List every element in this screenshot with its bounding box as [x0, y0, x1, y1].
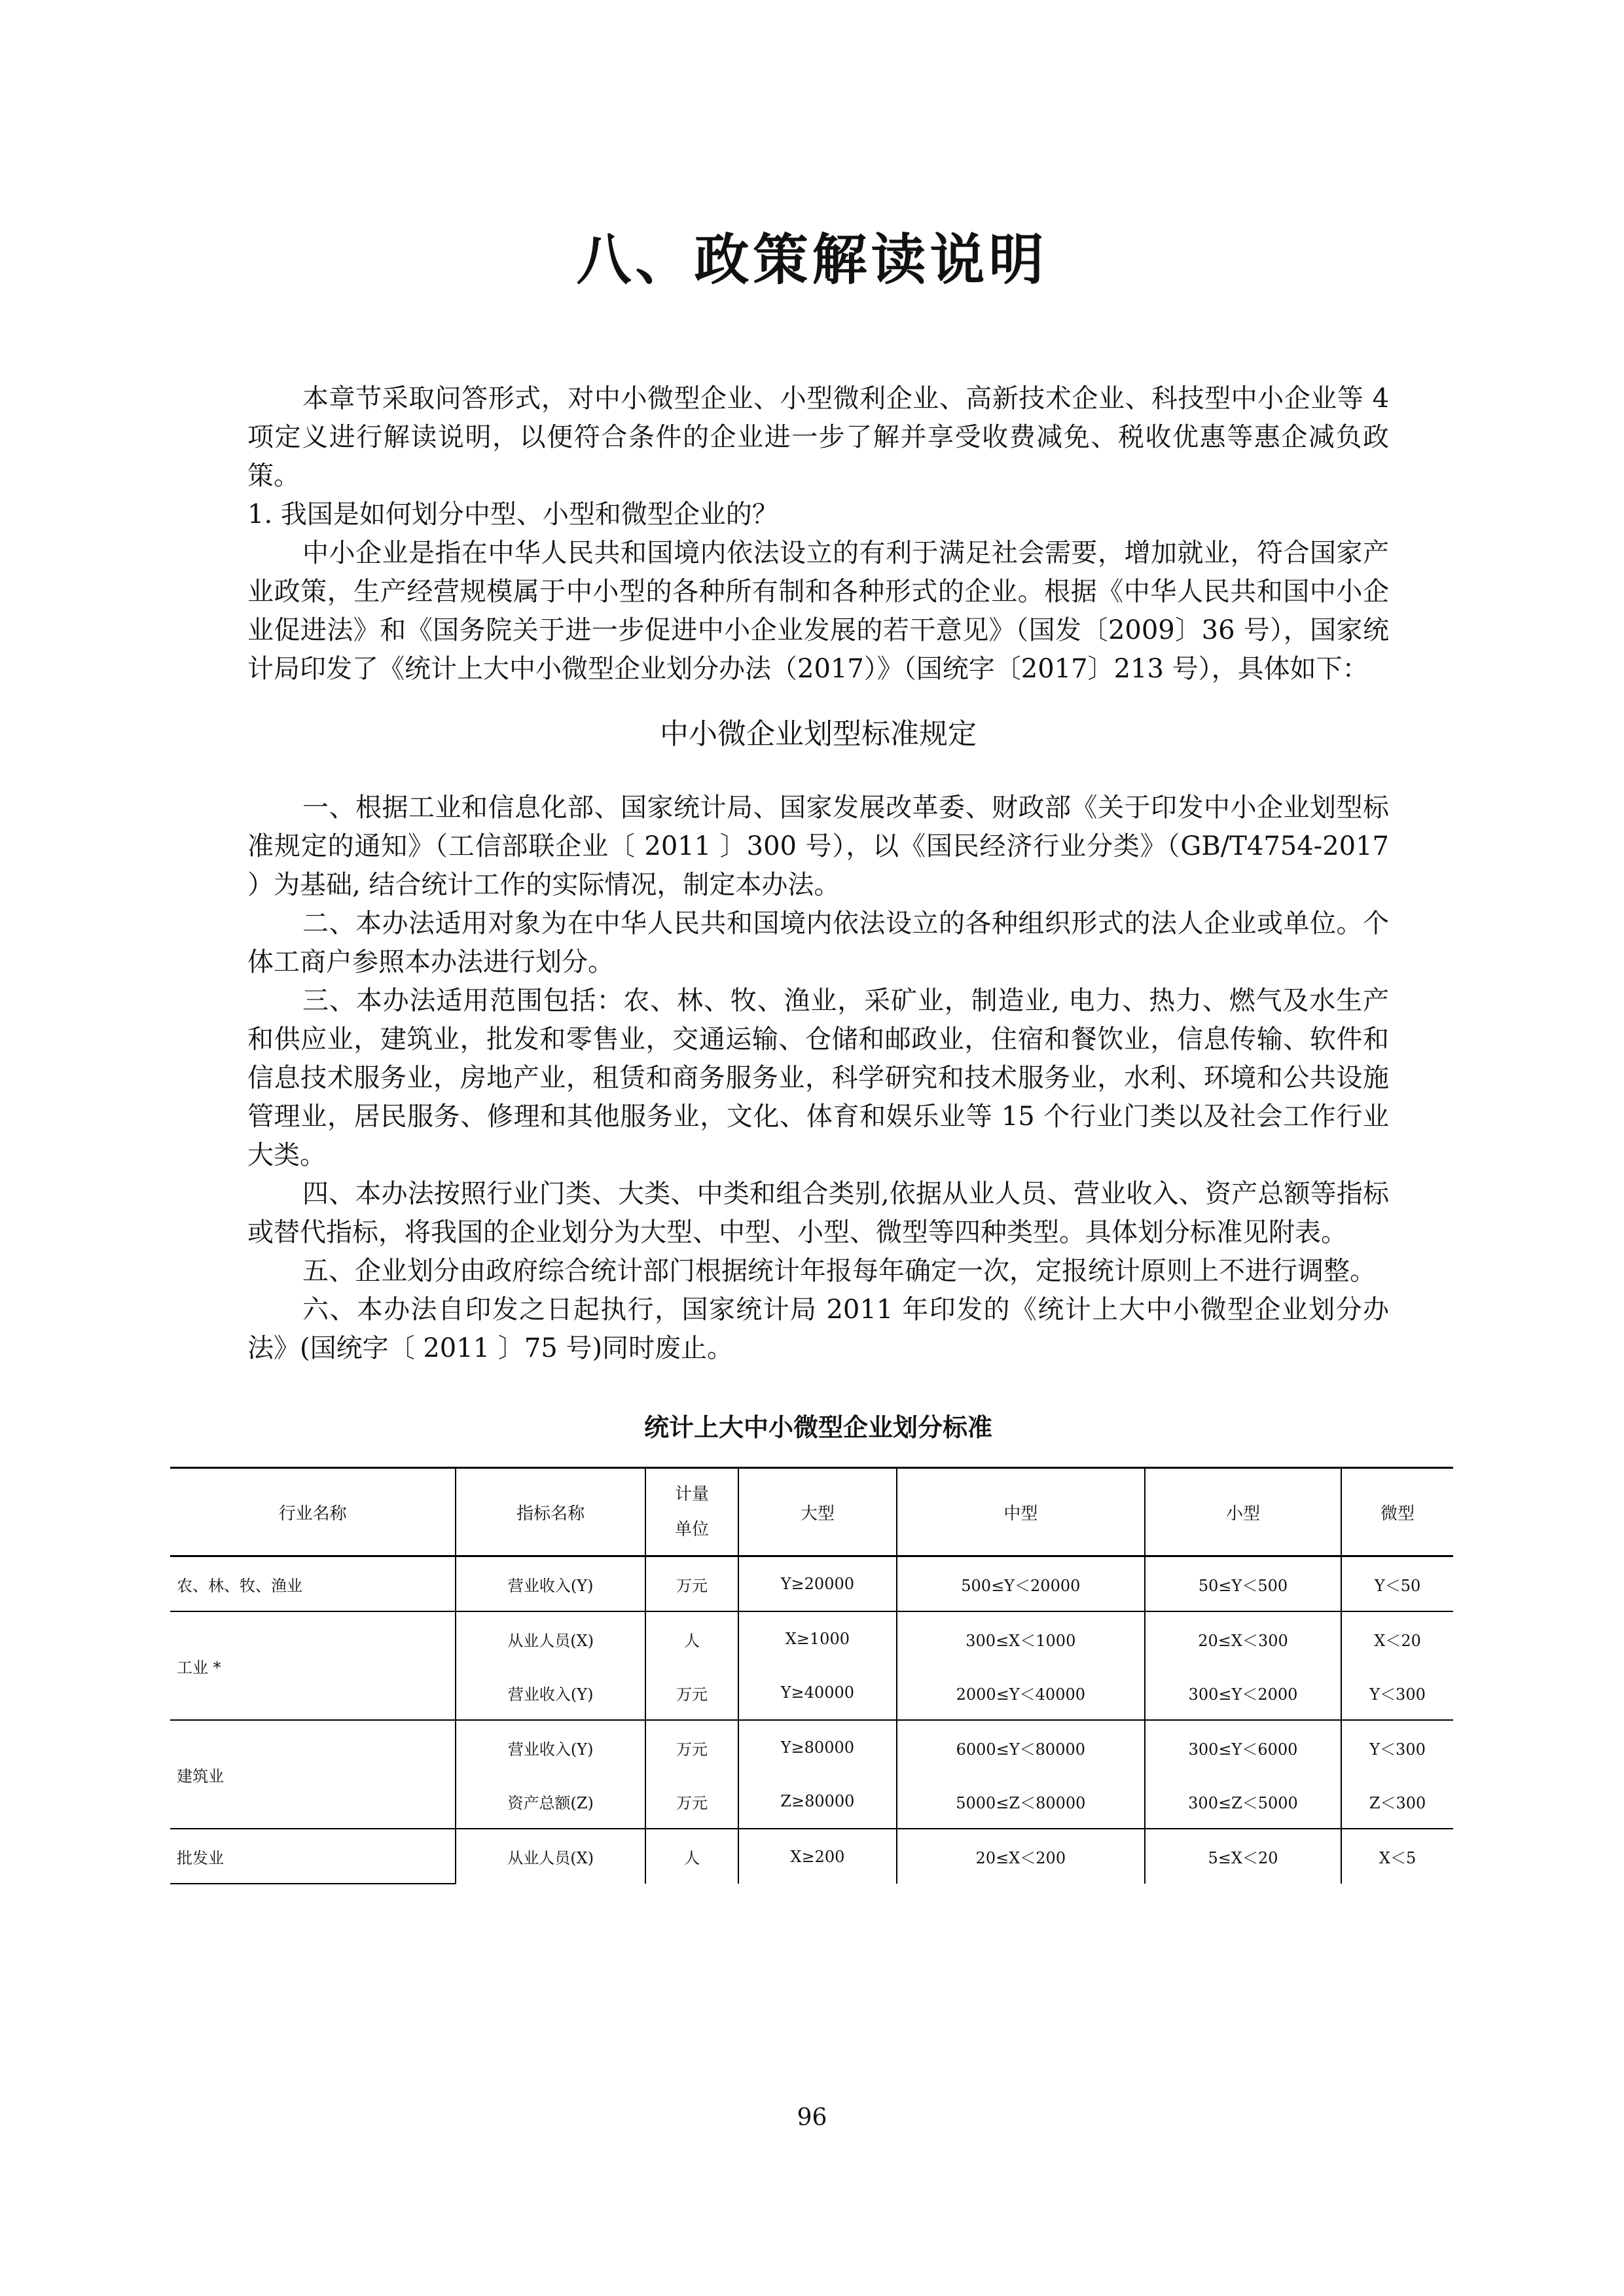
- cell-medium: 500≤Y＜20000: [897, 1556, 1145, 1612]
- cell-indicator: 从业人员(X): [456, 1829, 645, 1884]
- standard-title: 中小微企业划型标准规定: [660, 717, 977, 751]
- cell-medium: 5000≤Z＜80000: [897, 1774, 1145, 1829]
- article-paragraph: 六、本办法自印发之日起执行，国家统计局 2011 年印发的《统计上大中小微型企业划分办法》(国统字〔 2011 〕75 号)同时废止。: [247, 1295, 1389, 1363]
- table-row: [170, 1556, 1453, 1612]
- cell-micro: Y＜50: [1341, 1556, 1453, 1612]
- document-body: [177, 380, 1426, 1884]
- cell-large: Y≥40000: [738, 1666, 897, 1720]
- header-indicator: 指标名称: [456, 1468, 645, 1556]
- cell-micro: Y＜300: [1341, 1720, 1453, 1774]
- cell-micro: Z＜300: [1341, 1774, 1453, 1829]
- article-paragraph: 五、企业划分由政府综合统计部门根据统计年报每年确定一次，定报统计原则上不进行调整。: [302, 1256, 1376, 1286]
- cell-indicator: 从业人员(X): [456, 1611, 645, 1666]
- cell-large: Y≥80000: [738, 1720, 897, 1774]
- header-small: 小型: [1145, 1468, 1341, 1556]
- header-unit-line2: 单位: [674, 1520, 709, 1539]
- header-industry: 行业名称: [170, 1468, 456, 1556]
- header-unit: [645, 1468, 738, 1556]
- cell-indicator: 营业收入(Y): [456, 1720, 645, 1774]
- cell-small: 5≤X＜20: [1145, 1829, 1341, 1884]
- classification-table: [170, 1467, 1453, 1884]
- cell-micro: Y＜300: [1341, 1666, 1453, 1720]
- header-large: 大型: [738, 1468, 897, 1556]
- cell-unit: 万元: [645, 1556, 738, 1612]
- answer-paragraph: 中小企业是指在中华人民共和国境内依法设立的有利于满足社会需要，增加就业，符合国家产业政策，生产经营规模属于中小型的各种所有制和各种形式的企业。根据《中华人民共和国中小企业促进法》和《国务院关于进一步促进中小企业发展的若干意见》（国发〔2009〕36 号），国家统计局印发了《统计上大中小微型企业划分办法（2017）》（国统字〔2017〕213 号），具体如下：: [247, 538, 1389, 684]
- cell-large: X≥1000: [738, 1611, 897, 1666]
- cell-large: Y≥20000: [738, 1556, 897, 1612]
- page-title: 八、政策解读说明: [576, 228, 1048, 292]
- cell-indicator: 资产总额(Z): [456, 1774, 645, 1829]
- header-micro: 微型: [1341, 1468, 1453, 1556]
- cell-medium: 20≤X＜200: [897, 1829, 1145, 1884]
- table-header-row: [170, 1468, 1453, 1556]
- table-row: [170, 1829, 1453, 1884]
- table-row: [170, 1611, 1453, 1666]
- article-paragraph: 四、本办法按照行业门类、大类、中类和组合类别,依据从业人员、营业收入、资产总额等指标或替代指标，将我国的企业划分为大型、中型、小型、微型等四种类型。具体划分标准见附表。: [247, 1179, 1389, 1247]
- cell-unit: 万元: [645, 1720, 738, 1774]
- cell-small: 300≤Y＜2000: [1145, 1666, 1341, 1720]
- cell-small: 300≤Z＜5000: [1145, 1774, 1341, 1829]
- page-number: 96: [797, 2104, 827, 2131]
- cell-small: 20≤X＜300: [1145, 1611, 1341, 1666]
- article-paragraph: 一、根据工业和信息化部、国家统计局、国家发展改革委、财政部《关于印发中小企业划型标准规定的通知》（工信部联企业〔 2011 〕300 号），以《国民经济行业分类》（GB/T4754-2017 ）为基础, 结合统计工作的实际情况，制定本办法。: [247, 793, 1389, 900]
- intro-paragraph: 本章节采取问答形式，对中小微型企业、小型微利企业、高新技术企业、科技型中小企业等 4 项定义进行解读说明，以便符合条件的企业进一步了解并享受收费减免、税收优惠等惠企减负政策。: [247, 384, 1389, 491]
- table-title: 统计上大中小微型企业划分标准: [643, 1413, 992, 1442]
- cell-unit: 万元: [645, 1774, 738, 1829]
- cell-unit: 人: [645, 1611, 738, 1666]
- cell-medium: 2000≤Y＜40000: [897, 1666, 1145, 1720]
- cell-industry: 批发业: [170, 1829, 456, 1884]
- cell-industry: 农、林、牧、渔业: [170, 1556, 456, 1612]
- header-unit-line1: 计量: [674, 1484, 709, 1504]
- cell-medium: 300≤X＜1000: [897, 1611, 1145, 1666]
- cell-small: 300≤Y＜6000: [1145, 1720, 1341, 1774]
- cell-large: Z≥80000: [738, 1774, 897, 1829]
- cell-medium: 6000≤Y＜80000: [897, 1720, 1145, 1774]
- cell-unit: 万元: [645, 1666, 738, 1720]
- cell-industry: 工业 *: [170, 1611, 456, 1720]
- question-heading: 1. 我国是如何划分中型、小型和微型企业的？: [247, 499, 778, 529]
- cell-micro: X＜20: [1341, 1611, 1453, 1666]
- header-medium: 中型: [897, 1468, 1145, 1556]
- article-paragraph: 二、本办法适用对象为在中华人民共和国境内依法设立的各种组织形式的法人企业或单位。个体工商户参照本办法进行划分。: [247, 908, 1389, 977]
- cell-unit: 人: [645, 1829, 738, 1884]
- cell-indicator: 营业收入(Y): [456, 1556, 645, 1612]
- cell-large: X≥200: [738, 1829, 897, 1884]
- cell-indicator: 营业收入(Y): [456, 1666, 645, 1720]
- article-paragraph: 三、本办法适用范围包括：农、林、牧、渔业，采矿业，制造业, 电力、热力、燃气及水生产和供应业，建筑业，批发和零售业，交通运输、仓储和邮政业，住宿和餐饮业，信息传输、软件和信息技术服务业，房地产业，租赁和商务服务业，科学研究和技术服务业，水利、环境和公共设施管理业，居民服务、修理和其他服务业，文化、体育和娱乐业等 15 个行业门类以及社会工作行业大类。: [247, 986, 1389, 1170]
- cell-small: 50≤Y＜500: [1145, 1556, 1341, 1612]
- table-row: [170, 1720, 1453, 1774]
- cell-industry: 建筑业: [170, 1720, 456, 1829]
- cell-micro: X＜5: [1341, 1829, 1453, 1884]
